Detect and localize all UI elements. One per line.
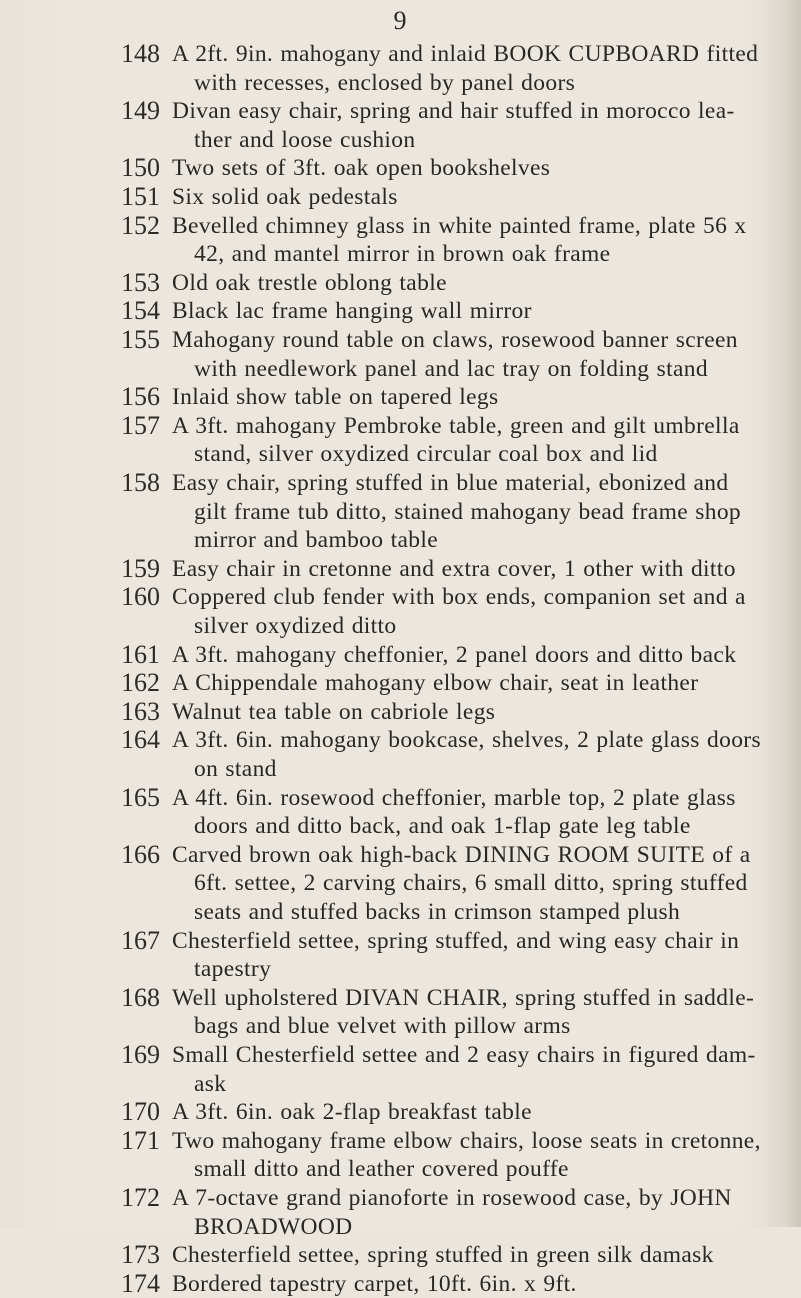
lot-description [172, 726, 762, 783]
lot-number: 153 [121, 267, 160, 297]
lot-description-line: A 3ft. 6in. mahogany bookcase, shelves, 2 plate glass doors [172, 727, 761, 754]
lot-description-line: bags and blue velvet with pillow arms [194, 1013, 571, 1040]
lot-description-line: A 7-octave grand pianoforte in rosewood case, by JOHN [172, 1185, 732, 1211]
lot-description-line: Chesterfield settee, spring stuffed, and wing easy chair in [172, 927, 740, 954]
lot-description-line: A 3ft. 6in. oak 2-flap breakfast table [172, 1099, 532, 1126]
lot-number: 162 [121, 668, 160, 698]
lot-description [172, 1041, 762, 1098]
lot-description-line: mirror and bamboo table [194, 527, 439, 554]
lot-number: 164 [121, 725, 160, 755]
lot-description-line: Six solid oak pedestals [172, 184, 398, 210]
lot-description-line: Chesterfield settee, spring stuffed in green silk damask [172, 1242, 714, 1269]
lot-description [172, 555, 762, 584]
lot-description [172, 412, 762, 469]
lot-description-line: Small Chesterfield settee and 2 easy chairs in figured dam- [172, 1042, 756, 1068]
lot-description-line: Inlaid show table on tapered legs [172, 384, 499, 411]
lot-number: 171 [121, 1125, 160, 1155]
lot-description [172, 583, 762, 640]
lot-description-line: seats and stuffed backs in crimson stamped plush [194, 898, 681, 925]
lot-description [172, 698, 762, 727]
lot-number: 160 [121, 582, 160, 612]
lot-description-line: doors and ditto back, and oak 1-flap gate leg table [194, 813, 691, 840]
lot-number: 156 [121, 382, 160, 412]
lot-number: 150 [121, 153, 160, 183]
lot-description-line: Bordered tapestry carpet, 10ft. 6in. x 9ft. [172, 1270, 577, 1297]
lot-description-line: Coppered club fender with box ends, companion set and a [172, 584, 746, 611]
lot-number: 154 [121, 296, 160, 326]
lot-description [172, 154, 762, 183]
lot-description-line: A 2ft. 9in. mahogany and inlaid BOOK CUPBOARD fitted [172, 41, 759, 67]
lot-number: 165 [121, 782, 160, 812]
lot-number: 163 [121, 696, 160, 726]
lot-description [172, 984, 762, 1041]
lot-description [172, 1241, 762, 1270]
lot-number: 170 [121, 1097, 160, 1127]
lot-description [172, 1127, 762, 1184]
lot-description-line: with recesses, enclosed by panel doors [194, 69, 576, 96]
lot-description [172, 927, 762, 984]
lot-description-line: Walnut tea table on cabriole legs [172, 698, 496, 725]
lot-description-line: silver oxydized ditto [194, 612, 397, 639]
lot-number: 173 [121, 1240, 160, 1270]
lot-number: 161 [121, 639, 160, 669]
lot-description [172, 383, 762, 412]
lot-number: 169 [121, 1040, 160, 1069]
lot-description-line: A 3ft. mahogany cheffonier, 2 panel doors and ditto back [172, 641, 737, 668]
lot-description-line: Divan easy chair, spring and hair stuffed in morocco lea- [172, 98, 735, 125]
lot-number: 167 [121, 925, 160, 955]
lot-description [172, 1098, 762, 1127]
lot-description-line: on stand [194, 755, 277, 782]
lot-description-line: BROADWOOD [194, 1213, 353, 1240]
lot-description [172, 669, 762, 698]
lot-number: 151 [121, 182, 160, 211]
lot-number: 166 [121, 839, 160, 869]
lot-description-line: with needlework panel and lac tray on folding stand [194, 355, 708, 382]
lot-description-line: A 3ft. mahogany Pembroke table, green and gilt umbrella [172, 412, 740, 439]
lot-description-line: Bevelled chimney glass in white painted frame, plate 56 x [172, 212, 747, 239]
lot-description [172, 469, 762, 555]
lot-description [172, 212, 762, 269]
lot-description [172, 40, 762, 97]
lot-number: 168 [121, 982, 160, 1012]
lot-description-line: 6ft. settee, 2 carving chairs, 6 small ditto, spring stuffed [194, 870, 748, 897]
lot-description-line: Two sets of 3ft. oak open bookshelves [172, 155, 551, 182]
lot-description-line: gilt frame tub ditto, stained mahogany bead frame shop [194, 498, 742, 525]
lot-description [172, 641, 762, 670]
lot-description-line: Easy chair in cretonne and extra cover, 1 other with ditto [172, 555, 736, 582]
lot-description-line: A Chippendale mahogany elbow chair, seat in leather [172, 670, 699, 697]
lot-description [172, 183, 762, 212]
lot-description-line: 42, and mantel mirror in brown oak frame [194, 241, 611, 268]
lot-description-line: Mahogany round table on claws, rosewood banner screen [172, 327, 738, 353]
lot-description-line: ask [194, 1070, 227, 1097]
lot-number: 159 [121, 553, 160, 583]
lot-number: 158 [121, 468, 160, 497]
lot-number: 174 [121, 1268, 160, 1298]
lot-description-line: Two mahogany frame elbow chairs, loose seats in cretonne, [172, 1127, 761, 1154]
lot-description-line: ther and loose cushion [194, 126, 416, 153]
lot-description-line: A 4ft. 6in. rosewood cheffonier, marble top, 2 plate glass [172, 784, 736, 811]
lot-number: 172 [121, 1183, 160, 1212]
lot-number: 148 [121, 39, 160, 68]
lot-description-line: Easy chair, spring stuffed in blue material, ebonized and [172, 470, 729, 496]
lot-description-line: stand, silver oxydized circular coal box and lid [194, 441, 658, 468]
lot-description [172, 841, 762, 927]
lot-description [172, 784, 762, 841]
lot-number: 157 [121, 410, 160, 440]
page-number: 9 [393, 6, 407, 35]
lot-description-line: Old oak trestle oblong table [172, 269, 447, 296]
lot-description [172, 1270, 762, 1298]
page-edge-shadow [763, 0, 801, 1227]
lot-description-line: small ditto and leather covered pouffe [194, 1156, 569, 1183]
lot-description-line: tapestry [194, 956, 272, 983]
lot-description [172, 297, 762, 326]
lot-description [172, 97, 762, 154]
lot-description [172, 1184, 762, 1241]
lot-description-line: Carved brown oak high-back DINING ROOM SUITE of a [172, 841, 751, 868]
lot-description-line: Well upholstered DIVAN CHAIR, spring stuffed in saddle- [172, 984, 755, 1011]
lot-number: 152 [121, 210, 160, 240]
lot-description [172, 269, 762, 298]
lot-number: 155 [121, 325, 160, 354]
lot-number: 149 [121, 96, 160, 126]
lot-description [172, 326, 762, 383]
lot-description-line: Black lac frame hanging wall mirror [172, 298, 532, 325]
